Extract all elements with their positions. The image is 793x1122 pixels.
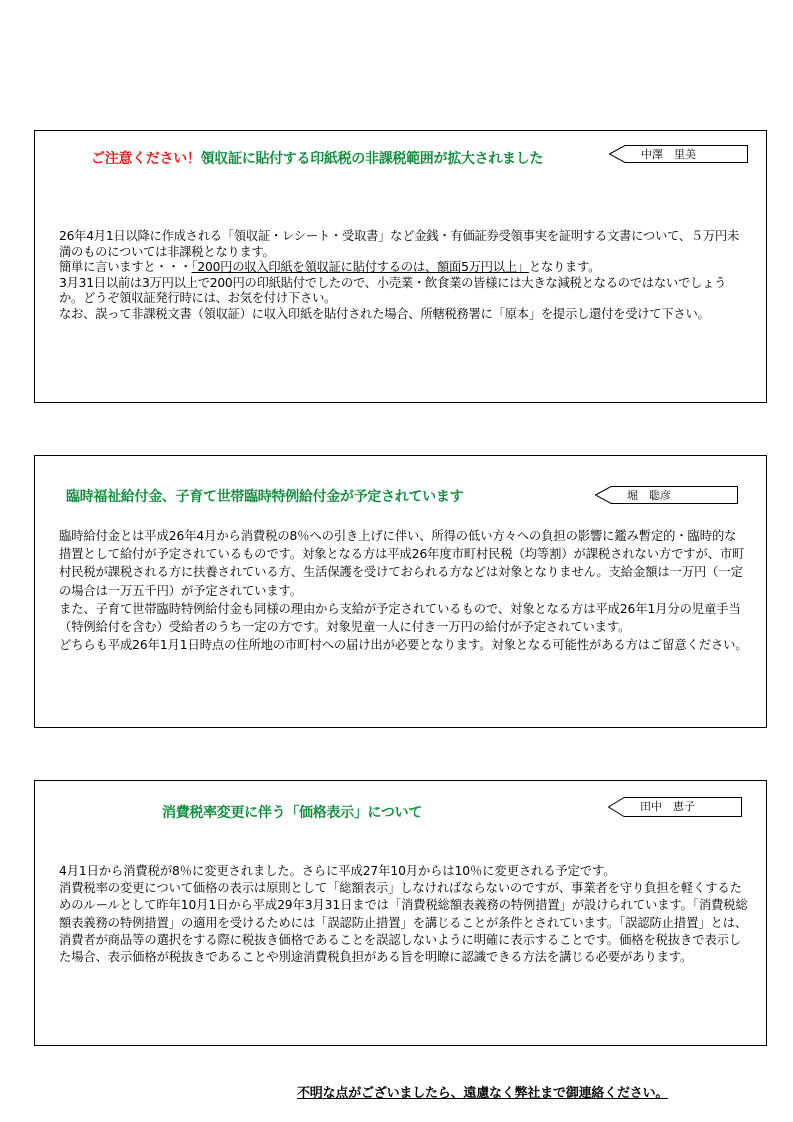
notice-title-main: 臨時福祉給付金、子育て世帯臨時特例給付金が予定されています [66, 489, 464, 505]
notice-box-price-display [34, 780, 767, 1046]
notice-title-main: 領収証に貼付する印紙税の非課税範囲が拡大されました [200, 151, 544, 167]
underlined-text: 「200円の収入印紙を領収証に貼付するのは、額面5万円以上」 [191, 260, 529, 275]
author-tag [608, 797, 742, 815]
paragraph: どちらも平成26年1月1日時点の住所地の市町村への届け出が必要となります。対象となる可能性がある方はご留意ください。 [59, 638, 748, 653]
footer-contact-note: 不明な点がございましたら、遠慮なく弊社まで御連絡ください。 [297, 1086, 669, 1101]
paragraph-tail: となります。 [528, 260, 601, 275]
paragraph: 消費税率の変更について価格の表示は原則として「総額表示」しなければならないのですが、事業者を守り負担を軽くするためのルールとして昨年10月1日から平成29年3月31日までは「消費税総額表義務の特例措置」が設けられています。「消費税総額表義務の特例措置」の適用を受けるためには「誤認防止措置」を講じることが条件とされています。「誤認防止措置」とは、消費者が商品等の選択をする際に税抜き価格であることを誤認しないように明確に表示することです。価格を税抜きで表示した場合、表示価格が税抜きであることや別途消費税負担がある旨を明瞭に認識できる方法を講じる必要があります。 [59, 881, 748, 965]
paragraph-lead: 簡単に言いますと・・・ [59, 260, 192, 275]
notice-body [59, 229, 748, 323]
paragraph [59, 260, 748, 276]
notice-body [59, 863, 748, 966]
author-name: 堀 聡彦 [627, 489, 671, 502]
author-tag [595, 486, 738, 504]
paragraph: 26年4月1日以降に作成される「領収証・レシート・受取書」など金銭・有価証券受領事実を証明する文書について、５万円未満のものについては非課税となります。 [59, 229, 740, 259]
notice-title-main: 消費税率変更に伴う「価格表示」について [162, 805, 423, 821]
paragraph: また、子育て世帯臨時特例給付金も同様の理由から支給が予定されているもので、対象となる方は平成26年1月分の児童手当（特例給付を含む）受給者のうち一定の方です。対象児童一人に付き一万円の給付が予定されています。 [59, 601, 741, 635]
notice-body [59, 527, 748, 654]
notice-title [66, 486, 463, 506]
author-name: 中澤 里美 [641, 148, 696, 161]
author-name: 田中 恵子 [640, 800, 695, 813]
paragraph: 臨時給付金とは平成26年4月から消費税の8％への引き上げに伴い、所得の低い方々への負担の影響に鑑み暫定的・臨時的な措置として給付が予定されているものです。対象となる方は平成26年度市町村民税（均等割）が課税されない方ですが、市町村民税が課税される方に扶養されている方、生活保護を受けておられる方などは対象となりません。支給金額は一万円（一定の場合は一万五千円）が予定されています。 [59, 529, 745, 598]
notice-box-stamp-tax [34, 130, 767, 403]
notice-box-benefits [34, 455, 767, 728]
notice-title [91, 148, 543, 168]
notice-title-alert: ご注意ください！ [91, 151, 201, 167]
author-tag [609, 145, 748, 163]
paragraph: なお、誤って非課税文書（領収証）に収入印紙を貼付された場合、所轄税務署に「原本」を提示し還付を受けて下さい。 [59, 306, 710, 321]
paragraph: 4月1日から消費税が8％に変更されました。さらに平成27年10月からは10％に変更される予定です。 [59, 864, 616, 878]
notice-title [162, 802, 422, 822]
paragraph: 3月31日以前は3万円以上で200円の印紙貼付でしたので、小売業・飲食業の皆様には大きな減税となるのではないでしょうか。どうぞ領収証発行時には、お気を付け下さい。 [59, 275, 727, 306]
